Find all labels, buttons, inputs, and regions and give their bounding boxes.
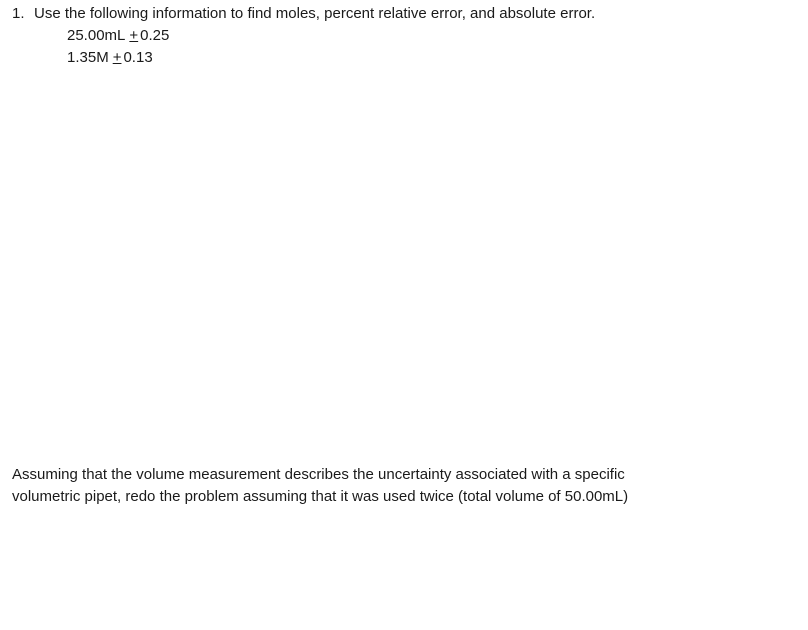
question-1-text: Use the following information to find moles, percent relative error, and absolute error. xyxy=(34,5,596,22)
question-2-line-2: volumetric pipet, redo the problem assuming that it was used twice (total volume of 50.00mL) xyxy=(12,488,629,505)
plus-minus-icon: + xyxy=(129,27,139,44)
question-2-line-1: Assuming that the volume measurement describes the uncertainty associated with a specific xyxy=(12,466,625,483)
given-molarity xyxy=(67,48,153,67)
given-volume-value: 25.00mL xyxy=(67,27,126,44)
given-molarity-uncertainty: 0.13 xyxy=(123,49,153,66)
given-volume-uncertainty: 0.25 xyxy=(140,27,170,44)
question-1-number: 1. xyxy=(12,5,25,22)
plus-minus-icon: + xyxy=(112,49,122,66)
given-volume xyxy=(67,26,169,45)
given-molarity-value: 1.35M xyxy=(67,49,109,66)
question-1 xyxy=(12,4,595,23)
question-2 xyxy=(12,464,772,508)
